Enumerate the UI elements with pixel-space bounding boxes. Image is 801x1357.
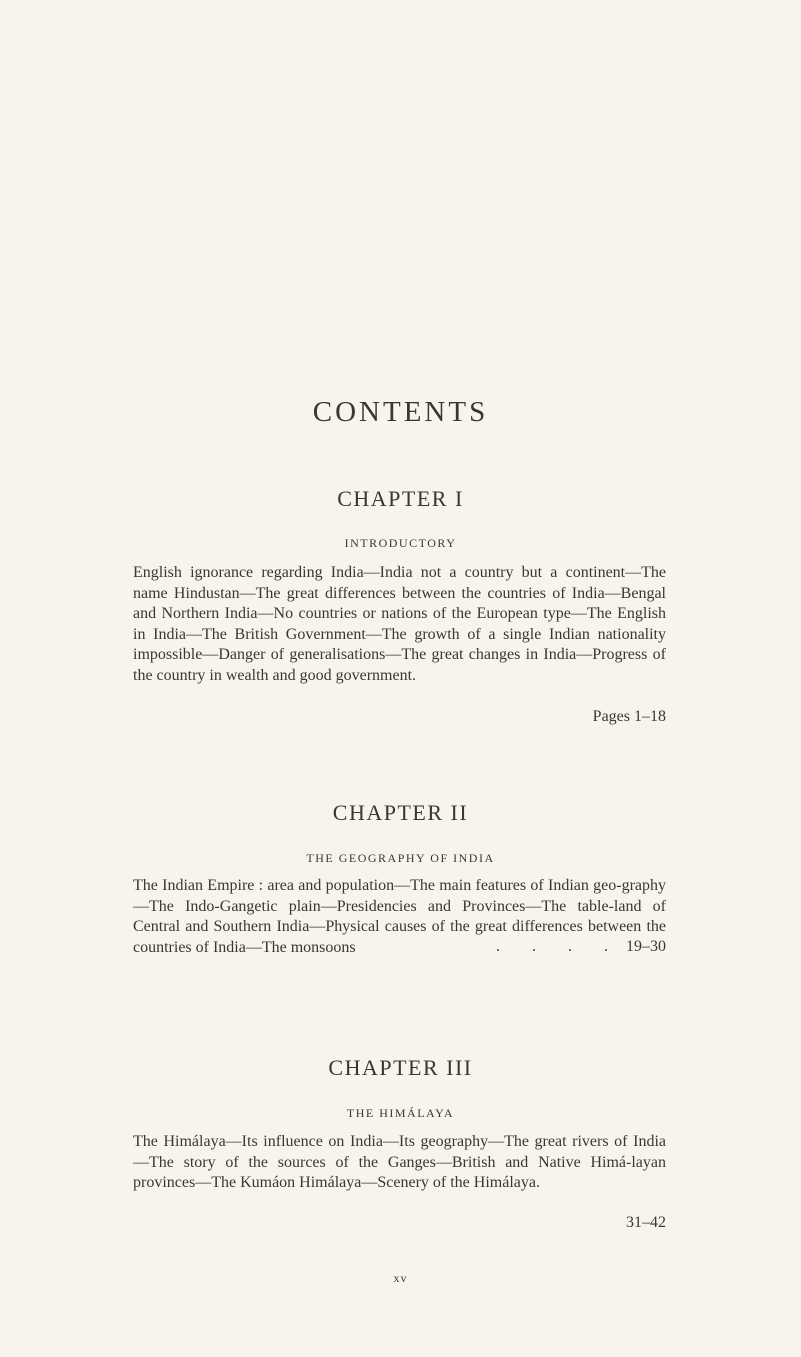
chapter-3-subtitle: THE HIMÁLAYA (346, 1106, 455, 1120)
chapter-2-subtitle: THE GEOGRAPHY OF INDIA (306, 851, 495, 865)
page-folio: xv (393, 1271, 408, 1285)
chapter-3-title: CHAPTER III (328, 1055, 473, 1080)
chapter-3-pages: 31–42 (626, 1214, 666, 1231)
chapter-1-pages: Pages 1–18 (592, 708, 666, 725)
contents-title: CONTENTS (312, 396, 489, 428)
chapter-3-summary: The Himálaya—Its influence on India—Its geography—The great rivers of India—The story of the sources of the Ganges—British and Native Himá-layan provinces—The Kumáon Himálaya—Scenery of the Himálaya. (133, 1133, 666, 1191)
chapter-2-leader-dots: . . . . (496, 938, 622, 955)
chapter-2-pages: 19–30 (626, 938, 666, 955)
chapter-1-subtitle: INTRODUCTORY (344, 536, 457, 550)
chapter-2-summary-text: The Indian Empire : area and population—The main features of Indian geo-graphy—The Indo-Gangetic plain—Presidencies and Provinces—The table-land of Central and Southern India—Physical causes of the great differences between the countries of India—The monsoons (133, 877, 666, 956)
chapter-2-pages-line (480, 937, 666, 957)
chapter-1-title: CHAPTER I (337, 486, 464, 511)
chapter-1-summary: English ignorance regarding India—India not a country but a continent—The name Hindustan—The great differences between the countries of India—Bengal and Northern India—No countries or nations of the European type—The English in India—The British Government—The growth of a single Indian nationality impossible—Danger of generalisations—The great changes in India—Progress of the country in wealth and good government. (133, 564, 666, 684)
chapter-2-title: CHAPTER II (332, 800, 469, 825)
